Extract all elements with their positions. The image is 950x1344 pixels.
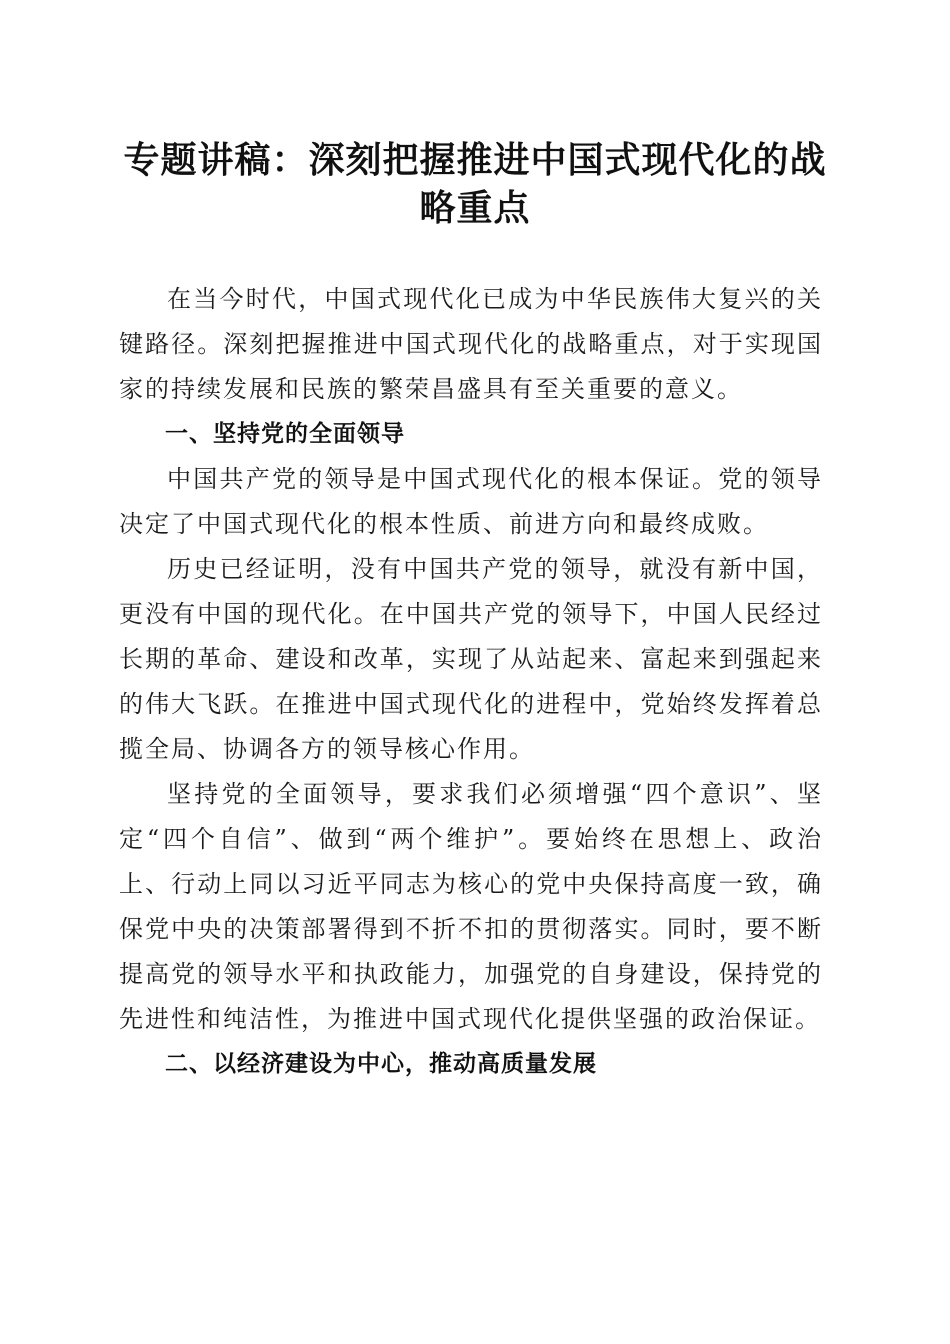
section-1-paragraph-2: 历史已经证明，没有中国共产党的领导，就没有新中国，更没有中国的现代化。在中国共产党的领导下，中国人民经过长期的革命、建设和改革，实现了从站起来、富起来到强起来的伟大飞跃。在推进中国式现代化的进程中，党始终发挥着总揽全局、协调各方的领导核心作用。 [119, 555, 823, 763]
section-1-paragraph-1: 中国共产党的领导是中国式现代化的根本保证。党的领导决定了中国式现代化的根本性质、前进方向和最终成败。 [119, 465, 823, 538]
intro-paragraph: 在当今时代，中国式现代化已成为中华民族伟大复兴的关键路径。深刻把握推进中国式现代化的战略重点，对于实现国家的持续发展和民族的繁荣昌盛具有至关重要的意义。 [119, 285, 823, 403]
section-heading-1: 一、坚持党的全面领导 [165, 421, 405, 447]
document-title: 专题讲稿：深刻把握推进中国式现代化的战略重点 [123, 139, 827, 229]
section-1-paragraph-3: 坚持党的全面领导，要求我们必须增强“四个意识”、坚定“四个自信”、做到“两个维护”。要始终在思想上、政治上、行动上同以习近平同志为核心的党中央保持高度一致，确保党中央的决策部署得到不折不扣的贯彻落实。同时，要不断提高党的领导水平和执政能力，加强党的自身建设，保持党的先进性和纯洁性，为推进中国式现代化提供坚强的政治保证。 [119, 780, 823, 1033]
section-heading-2: 二、以经济建设为中心，推动高质量发展 [165, 1051, 597, 1077]
document-body [119, 277, 823, 1087]
